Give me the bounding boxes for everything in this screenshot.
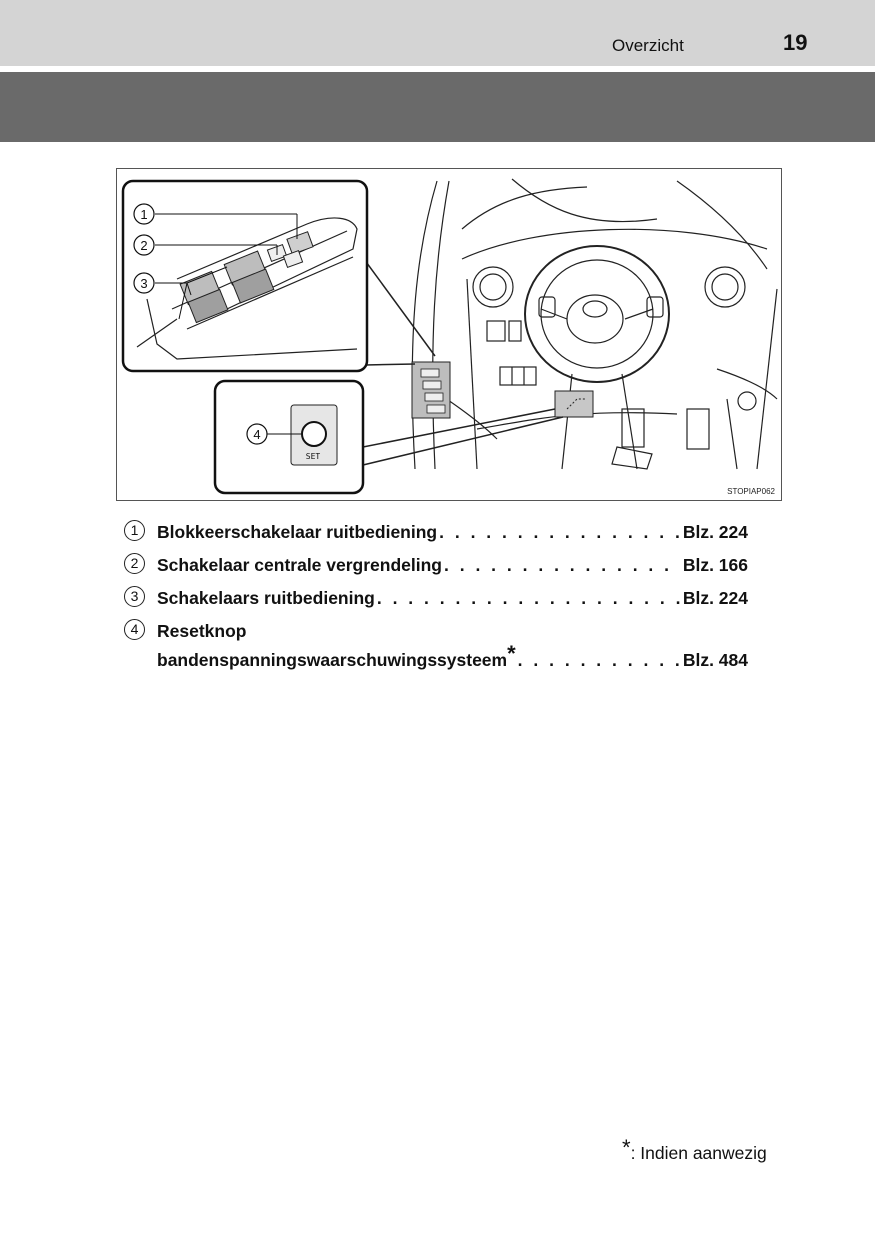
list-item <box>124 585 754 618</box>
header-band <box>0 0 875 66</box>
list-item <box>124 618 754 676</box>
item-label: Blokkeerschakelaar ruitbediening <box>157 522 438 542</box>
item-page-ref[interactable]: Blz. 224 <box>682 522 748 542</box>
item-number: 1 <box>124 520 145 541</box>
leader-dots <box>444 555 681 576</box>
callout-3 <box>134 273 154 293</box>
component-list <box>124 519 754 676</box>
leader-dots <box>518 650 681 671</box>
item-number: 2 <box>124 553 145 574</box>
item-label: Schakelaars ruitbediening <box>157 588 375 608</box>
leader-dots <box>439 522 681 543</box>
item-page-ref[interactable]: Blz. 484 <box>682 650 748 670</box>
callout-2-label: 2 <box>140 238 148 253</box>
dashboard-illustration <box>116 168 782 501</box>
item-label-continued: bandenspanningswaarschuwingssysteem <box>157 650 508 670</box>
callout-2 <box>134 235 154 255</box>
section-title: Overzicht <box>612 36 684 55</box>
footnote-text: : Indien aanwezig <box>630 1143 767 1163</box>
item-page-ref[interactable]: Blz. 224 <box>682 588 748 608</box>
item-number: 4 <box>124 619 145 640</box>
item-page-ref[interactable]: Blz. 166 <box>682 555 748 575</box>
callout-4 <box>247 424 267 444</box>
leader-dots <box>377 588 681 609</box>
footnote <box>622 1135 767 1165</box>
figure-code: STOPIAP062 <box>727 487 775 496</box>
list-item <box>124 519 754 552</box>
item-label: Resetknop <box>157 621 247 641</box>
callout-4-label: 4 <box>253 427 261 442</box>
chapter-band <box>0 72 875 142</box>
dashboard-drawing <box>117 169 781 500</box>
item-number: 3 <box>124 586 145 607</box>
list-item <box>124 552 754 585</box>
availability-marker: * <box>507 641 516 666</box>
callout-1 <box>134 204 154 224</box>
tpms-switch-label: SET <box>305 452 321 461</box>
callout-1-label: 1 <box>140 207 148 222</box>
page-number: 19 <box>783 30 808 55</box>
item-label: Schakelaar centrale vergrendeling <box>157 555 442 575</box>
footnote-marker: * <box>622 1135 631 1160</box>
callout-3-label: 3 <box>140 276 148 291</box>
